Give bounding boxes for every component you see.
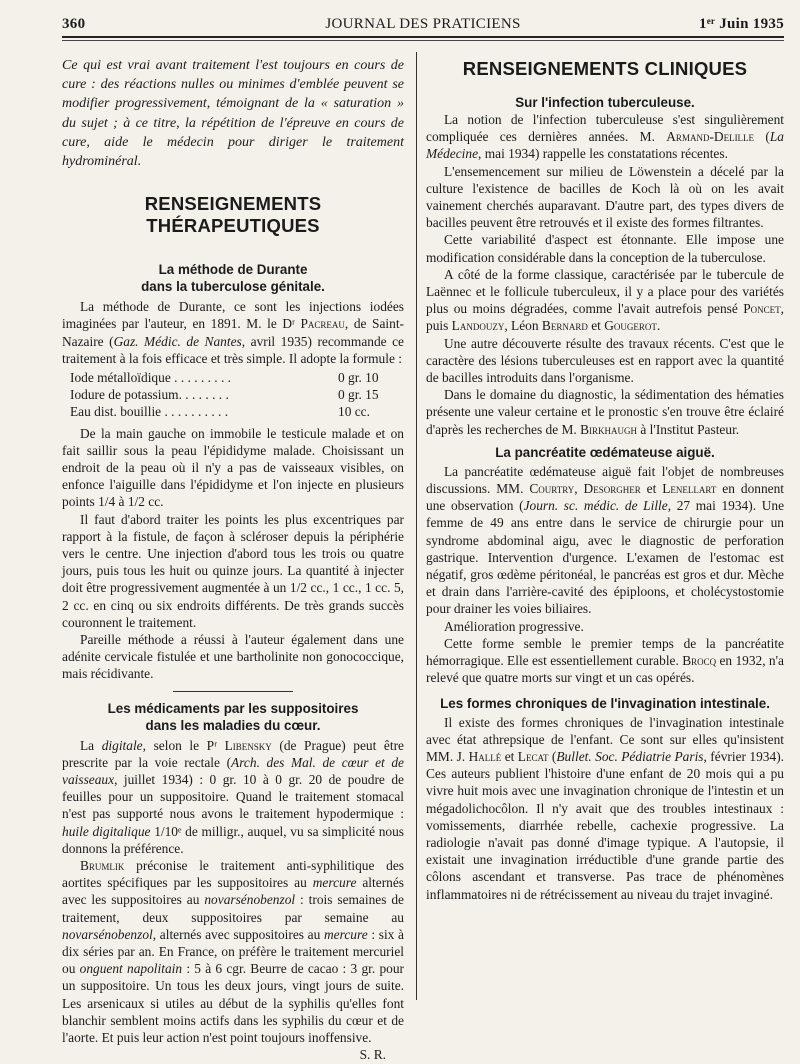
header-rule-thin (62, 40, 784, 41)
formula-table (62, 369, 404, 421)
author-name: Brumlik (80, 858, 125, 874)
column-divider (416, 52, 417, 1000)
journal-title: JOURNAL DES PRATICIENS (325, 16, 521, 32)
right-column (426, 56, 784, 903)
left-column (62, 56, 404, 1064)
paragraph: Une autre découverte résulte des travaux récents. C'est que le caractère des lésions tuberculeuses est en rapport avec la quantité de bacilles introduits dans l'organisme. (426, 335, 784, 386)
journal-ref: Arch. des Mal. de cœur et de vaisseaux (62, 754, 404, 788)
journal-ref: Gaz. Médic. de Nantes (113, 333, 242, 349)
paragraph: Pareille méthode a réussi à l'auteur également dans une adénite cervicale fistulée et une bartholinite non gonococcique, mais récidivante. (62, 632, 404, 682)
paragraph: Il existe des formes chroniques de l'invagination intestinale avec état athrepsique de l'enfant. Ce sont sur elles qu'insistent MM. J. Hallé et Lecat (Bullet. Soc. Pédiatrie Paris, février 1934). Ces auteurs publient l'histoire d'une enfant de 20 mois qui a pu vivre huit mois avec une invagination chronique de l'intestin et un mégadolichocôlon. Il n'y avait que des troubles intestinaux : vomissements, diarrhée rebelle, cachexie progressive. La radiologie n'avait pas donné d'image typique. A l'autopsie, il existait une invagination irréductible d'une grande partie des côlons ascendant et transverse. Pas trace de phénomènes inflammatoires ni de rétrécissement au niveau du trajet invaginé. (426, 714, 785, 902)
article-title-invagination: Les formes chroniques de l'invagination intestinale. (440, 695, 770, 711)
formula-row: Iodure de potassium. . . . . . . . 0 gr. 15 (70, 387, 379, 403)
paragraph: La digitale, selon le Pʳ Libensky (de Prague) peut être prescrite par la voie rectale (Arch. des Mal. de cœur et de vaisseaux, juillet 1934) : 0 gr. 10 à 0 gr. 20 de poudre de feuilles pour un suppositoire. Quand le traitement stomacal n'est pas supporté nous avons le traitement hypodermique : huile digitalique 1/10ᵉ de milligr., auquel, vu sa simplicité nous donnons la préférence. (62, 737, 404, 856)
paragraph: L'ensemencement sur milieu de Löwenstein a décelé par la culture l'existence de bacilles de Koch là où on les avait vainement cherchés auparavant. D'autre part, des types divers de bacilles peuvent être retrouvés et il existe des formes filtrantes. (426, 163, 784, 231)
author-name: Libensky (224, 737, 272, 753)
signature: S. R. (359, 1047, 386, 1063)
paragraph: La pancréatite œdémateuse aiguë fait l'objet de nombreuses discussions. MM. Courtry, Desorgher et Lenellart en donnent une observation (Journ. sc. médic. de Lille, 27 mai 1934). Une femme de 49 ans entre dans le service de chirurgie pour un syndrome abdominal aigu, avec le diagnostic de perforation gastrique. Intervention d'urgence. L'examen de l'estomac est négatif, gros œdème péritonéal, le pancréas est gros et dur. Mèche et drain dans l'arrière-cavité des épiploons, et cholécystostomie pour drainer les voies biliaires. (426, 463, 785, 617)
page-number: 360 (62, 16, 86, 32)
paragraph: La notion de l'infection tuberculeuse s'est singulièrement compliquée ces dernières années. M. Armand-Delille (La Médecine, mai 1934) rappelle les constatations récentes. (426, 112, 784, 162)
paragraph: Brumlik préconise le traitement anti-syphilitique des aortites spécifiques par les suppositoires au mercure alternés avec les suppositoires au novarsénobenzol : trois semaines de traitement, deux suppositoires par semaine au novarsénobenzol, alternés avec suppositoires au mercure : six à dix séries par an. En France, on préfère le traitement mercuriel ou onguent napolitain : 5 à 6 cgr. Beurre de cacao : 3 gr. pour un suppositoire. Un tous les deux jours, vingt jours de suite. Les arsenicaux si utiles au début de la syphilis qu'elles font blanchir semblent moins actifs dans les syphilis du cœur et de l'aorte. Et puis leur action n'est point toujours inoffensive. (62, 858, 404, 1046)
paragraph: Amélioration progressive. (444, 618, 584, 634)
article-title-suppositoires: Les médicaments par les suppositoires dans les maladies du cœur. (107, 700, 359, 733)
paragraph: A côté de la forme classique, caractérisée par le tubercule de Laënnec et le follicule tuberculeux, il y a place pour des variétés plus ou moins dégradées, comme l'avait autrefois pensé Poncet, puis Landouzy, Léon Bernard et Gougerot. (426, 266, 784, 334)
journal-ref: Journ. sc. médic. de Lille (523, 498, 668, 514)
section-title-therapeutiques: RENSEIGNEMENTS THÉRAPEUTIQUES (144, 193, 322, 237)
header-rule (62, 36, 784, 38)
section-title-cliniques: RENSEIGNEMENTS CLINIQUES (462, 58, 748, 79)
journal-ref: La Médecine (426, 129, 784, 162)
author-name: Pacreau (300, 316, 345, 332)
paragraph: Cette forme semble le premier temps de la pancréatite hémorragique. Elle est essentiellement curable. Brocq en 1932, n'a relevé que quatre morts sur vingt et un cas opérés. (426, 635, 784, 686)
intro-paragraph: Ce qui est vrai avant traitement l'est toujours en cours de cure : des réactions nulles ou minimes d'emblée peuvent se modifier progressivement, témoignant de la « saturation » du sujet ; à ce titre, la répétition de l'épreuve en cours de cure, aide le médecin pour diriger le traitement hydrominéral. (62, 58, 404, 170)
paragraph: La méthode de Durante, ce sont les injections iodées imaginées par l'auteur, en 1891. M. le Dʳ Pacreau, de Saint-Nazaire (Gaz. Médic. de Nantes, avril 1935) recommande ce traitement à la fois efficace et très simple. Il adopte la formule : (62, 299, 404, 366)
formula-row: Eau dist. bouillie . . . . . . . . . . 10 cc. (70, 404, 370, 420)
formula-row: Iode métalloïdique . . . . . . . . . 0 gr. 10 (70, 370, 379, 386)
article-title-durante: La méthode de Durante dans la tuberculose génitale. (141, 262, 325, 295)
paragraph: De la main gauche on immobile le testicule malade et on fait saillir sous la peau l'épididyme malade. Choisissant un endroit de la peau où il n'y a pas de vaisseaux visibles, on enfonce l'aiguille dans l'épididyme et l'on injecte en plusieurs points 1/4 à 1/2 cc. (62, 425, 404, 510)
article-title-tuberculose: Sur l'infection tuberculeuse. (515, 95, 695, 110)
paragraph: Il faut d'abord traiter les points les plus excentriques par rapport à la fistule, de façon à scléroser depuis la périphérie vers le centre. Une injection d'abord tous les trois ou quatre jours, puis tous les huit ou quinze jours. La quantité à injecter doit être progressivement augmentée à un 1/2 cc., 1 cc., 1 cc. 5, 2 cc. en cinq ou six endroits différents. De très grands succès couronnent le traitement. (62, 511, 404, 630)
author-name: Armand-Delille (666, 129, 755, 145)
paragraph: Dans le domaine du diagnostic, la sédimentation des hématies présente une valeur certaine et le pronostic s'en trouve être éclairé d'après les recherches de M. Birkhaugh à l'Institut Pasteur. (426, 387, 784, 437)
journal-ref: Bullet. Soc. Pédiatrie Paris (556, 748, 704, 764)
article-title-pancreatite: La pancréatite œdémateuse aiguë. (495, 444, 715, 460)
issue-date: 1ᵉʳ Juin 1935 (699, 16, 784, 32)
paragraph: Cette variabilité d'aspect est étonnante. Elle impose une modification considérable dans la conception de la tuberculose. (426, 232, 784, 265)
